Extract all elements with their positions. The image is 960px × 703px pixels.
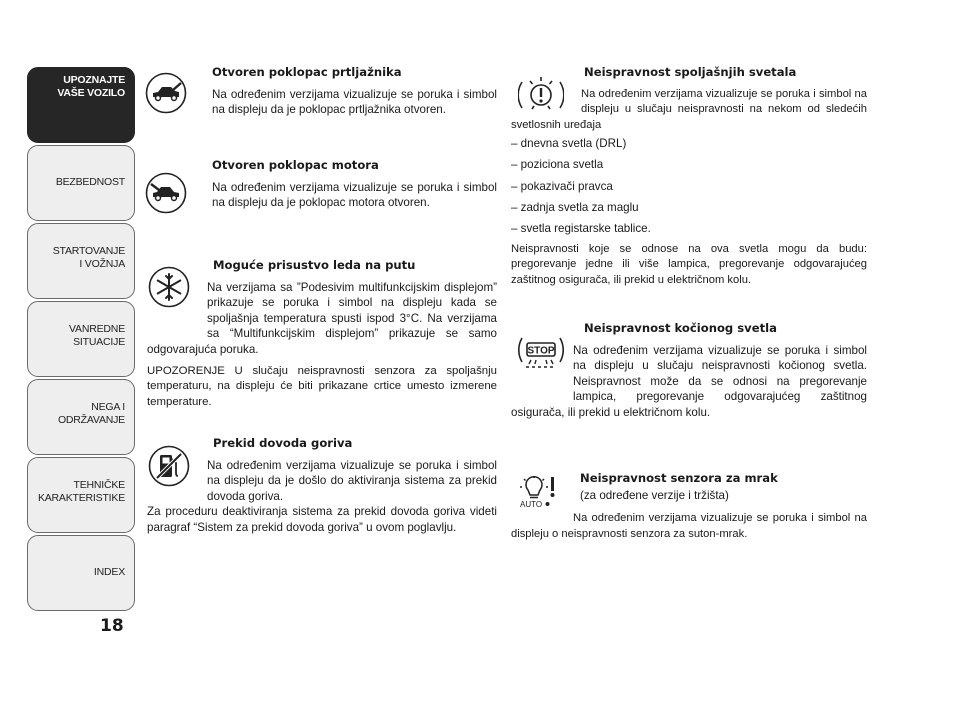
section-brake (511, 321, 867, 421)
nav-tab-label: BEZBEDNOST (55, 176, 125, 188)
section-extra: Neispravnosti koje se odnose na ova svetla mogu da budu: pregorevanje jedne ili više lampica, pregorevanje odgovarajućeg zaštitnog osigurača, ili prekid u električnom kolu. (511, 242, 867, 287)
nav-tab-bezbednost[interactable] (27, 145, 135, 221)
section-body (511, 343, 867, 421)
list-item: – svetla registarske tablice. (511, 221, 867, 237)
nav-tab-nega[interactable] (27, 379, 135, 455)
section-body-text: Na određenim verzijama vizualizuje se poruka i simbol na displeju o neispravnosti senzora za suton-mrak. (511, 512, 867, 540)
list-item: – poziciona svetla (511, 157, 867, 173)
nav-tab-label: KARAKTERISTIKE (37, 492, 125, 504)
page-number: 18 (100, 616, 124, 636)
nav-tab-label: VAŠE VOZILO (57, 87, 125, 99)
nav-tab-label: TEHNIČKE (73, 479, 125, 491)
section-body-text: Na određenim verzijama vizualizuje se poruka i simbol na displeju u slučaju neispravnosti na nekom od sledećih svetlosnih uređaja (511, 87, 867, 131)
section-title: Prekid dovoda goriva (213, 436, 353, 450)
nav-tab-tehnicke[interactable] (27, 457, 135, 533)
nav-tab-label: VANREDNE (69, 323, 125, 335)
nav-tab-label: ODRŽAVANJE (57, 414, 125, 426)
nav-tab-label: UPOZNAJTE (63, 74, 125, 86)
section-dusk (511, 471, 867, 542)
nav-tab-label: INDEX (93, 566, 125, 578)
section-lights (511, 65, 867, 289)
section-body (511, 87, 867, 134)
nav-tab-startovanje[interactable] (27, 223, 135, 299)
list-item: – pokazivači pravca (511, 179, 867, 195)
section-title: Moguće prisustvo leda na putu (213, 258, 416, 272)
section-fuel (147, 436, 497, 536)
nav-tab-vanredne[interactable] (27, 301, 135, 377)
trunk-open-icon (145, 72, 187, 114)
section-title: Neispravnost kočionog svetla (584, 321, 777, 335)
list-item: – dnevna svetla (DRL) (511, 136, 867, 152)
section-hood (212, 158, 497, 211)
section-subtitle: (za određene verzije i tržišta) (580, 488, 729, 502)
hood-open-icon (145, 172, 187, 214)
section-title: Otvoren poklopac motora (212, 158, 379, 172)
nav-tab-label: STARTOVANJE (52, 245, 125, 257)
list-item: – zadnja svetla za maglu (511, 200, 867, 216)
section-ice (147, 258, 497, 410)
fault-list (511, 136, 867, 236)
section-body: Na određenim verzijama vizualizuje se poruka i simbol na displeju da je poklopac prtljažnika otvoren. (212, 87, 497, 117)
dusk-sensor-icon-text: AUTO (520, 500, 543, 509)
nav-tab-label: NEGA I (91, 401, 125, 413)
stop-light-icon-text: STOP (527, 345, 555, 357)
nav-tab-upoznajte[interactable] (27, 67, 135, 143)
nav-tab-index[interactable] (27, 535, 135, 611)
section-title: Otvoren poklopac prtljažnika (212, 65, 402, 79)
nav-tab-label: I VOŽNJA (79, 258, 125, 270)
section-body: Na određenim verzijama vizualizuje se poruka i simbol na displeju da je poklopac motora otvoren. (212, 180, 497, 210)
section-trunk (212, 65, 497, 118)
section-body (511, 511, 867, 542)
section-warning: UPOZORENJE U slučaju neispravnosti senzora za spoljašnju temperaturu, na displeju će biti prikazane crtice umesto izmerene temperature. (147, 364, 497, 408)
section-body-text: Na određenim verzijama vizualizuje se poruka i simbol na displeju da je došlo do aktiviranja sistema za prekid dovoda goriva. (207, 458, 497, 503)
nav-tab-label: SITUACIJE (73, 336, 125, 348)
section-title: Neispravnost spoljašnjih svetala (584, 65, 797, 79)
section-extra: Za proceduru deaktiviranja sistema za prekid dovoda goriva videti paragraf “Sistem za prekid dovoda goriva” u ovom poglavlju. (147, 505, 497, 534)
section-title: Neispravnost senzora za mrak (580, 471, 778, 485)
section-body-text: Na verzijama sa ”Podesivim multifunkcijskim displejom” prikazuje se poruka i simbol na displeju kada se spoljašnja temperatura spusti ispod 3°C. Na verzijama sa “Multifunkcijskim displejom” prikazuje se samo odgovarajuća poruka. (147, 280, 497, 356)
section-body-text: Na određenim verzijama vizualizuje se poruka i simbol na displeju u slučaju neispravnosti kočionog svetla. Neispravnost može da se odnosi na pregorevanje lampica, pregorevanje odgovarajućeg zaštitnog osigurača, ili prekid u električnom kolu. (511, 343, 867, 419)
section-body (147, 458, 497, 505)
section-body (147, 280, 497, 358)
